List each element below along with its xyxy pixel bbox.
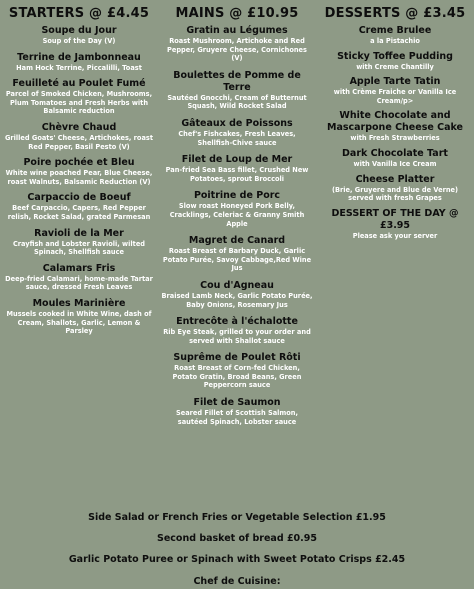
dish-description: Roast Breast of Barbary Duck, Garlic Potato Purée, Savoy Cabbage,Red Wine Jus bbox=[162, 247, 312, 273]
dish-name: Carpaccio de Boeuf bbox=[27, 192, 131, 204]
dish-description: Chef's Fishcakes, Fresh Leaves, Shellfish-Chive sauce bbox=[178, 129, 296, 147]
dish-description: Mussels cooked in White Wine, dash of Cream, Shallots, Garlic, Lemon & Parsley bbox=[6, 309, 152, 336]
dish-item bbox=[158, 352, 316, 390]
dish-name: Poire pochée et Bleu bbox=[23, 157, 135, 169]
dish-item bbox=[0, 228, 158, 257]
dish-name: Creme Brulee bbox=[358, 25, 432, 36]
dish-item bbox=[158, 190, 316, 228]
dish-description: Roast Mushroom, Artichoke and Red Pepper, Gruyere Cheese, Cornichones (V) bbox=[167, 37, 307, 63]
dish-name: Chèvre Chaud bbox=[41, 121, 117, 133]
dish-description: with Vanilla Ice Cream bbox=[353, 159, 437, 168]
dish-item bbox=[316, 51, 474, 72]
dish-name: Boulettes de Pomme de Terre bbox=[173, 69, 301, 93]
dish-name: Ravioli de la Mer bbox=[34, 227, 124, 239]
dish-description: Slow roast Honeyed Pork Belly, Cracklings, Celeriac & Granny Smith Apple bbox=[169, 202, 305, 228]
dessert-special-price: £3.95 bbox=[379, 219, 411, 231]
dish-name: Sticky Toffee Pudding bbox=[337, 50, 453, 62]
desserts-header: DESSERTS @ £3.45 bbox=[324, 6, 466, 21]
dish-name: Filet de Loup de Mer bbox=[181, 154, 293, 166]
dish-name: Feuilleté au Poulet Fumé bbox=[12, 78, 146, 90]
dish-description: Sautéed Gnocchi, Cream of Butternut Squash, Wild Rocket Salad bbox=[167, 93, 307, 111]
dish-description: Parcel of Smoked Chicken, Mushrooms, Plum Tomatoes and Fresh Herbs with Balsamic reduction bbox=[5, 90, 153, 116]
dish-item bbox=[158, 154, 316, 183]
dessert-special-title: DESSERT OF THE DAY @ bbox=[331, 207, 459, 219]
dish-description: Crayfish and Lobster Ravioli, wilted Spinach, Shellfish sauce bbox=[12, 239, 146, 257]
dish-name: Apple Tarte Tatin bbox=[349, 76, 441, 88]
dish-name: White Chocolate and Mascarpone Cheese Cake bbox=[326, 110, 463, 134]
chef-line: Chef de Cuisine: bbox=[193, 576, 281, 587]
dish-name: Magret de Canard bbox=[188, 235, 286, 247]
dish-name: Terrine de Jambonneau bbox=[17, 51, 141, 63]
dish-item bbox=[158, 25, 316, 63]
dish-description: White wine poached Pear, Blue Cheese, roast Walnuts, Balsamic Reduction (V) bbox=[5, 169, 153, 186]
dish-name: Moules Marinière bbox=[32, 297, 126, 309]
dish-item bbox=[158, 70, 316, 111]
dish-description: Ham Hock Terrine, Piccalilli, Toast bbox=[16, 63, 142, 72]
dish-description: Grilled Goats' Cheese, Artichokes, roast Red Pepper, Basil Pesto (V) bbox=[4, 133, 153, 151]
dish-description: with Fresh Strawberries bbox=[350, 134, 440, 143]
dish-name: Cou d'Agneau bbox=[200, 279, 274, 291]
dish-name: Soupe du Jour bbox=[41, 25, 117, 36]
dish-description: with Creme Chantilly bbox=[356, 62, 434, 71]
dish-description: Soup of the Day (V) bbox=[42, 37, 116, 45]
dish-description: (Brie, Gruyere and Blue de Verne) served with fresh Grapes bbox=[331, 185, 458, 203]
sides-line: Side Salad or French Fries or Vegetable Selection £1.95 bbox=[88, 512, 386, 523]
dish-name: Dark Chocolate Tart bbox=[342, 147, 448, 159]
dish-item bbox=[316, 174, 474, 203]
dish-description: Seared Fillet of Scottish Salmon, sautéed Spinach, Lobster sauce bbox=[175, 409, 299, 426]
dish-name: Filet de Saumon bbox=[193, 397, 281, 409]
dish-name: Entrecôte à l'échalotte bbox=[176, 316, 298, 328]
dish-name: Cheese Platter bbox=[355, 173, 435, 185]
dish-item bbox=[0, 122, 158, 151]
dish-item bbox=[316, 76, 474, 105]
dish-item bbox=[316, 148, 474, 169]
dish-name: Poitrine de Porc bbox=[193, 190, 281, 202]
dish-item bbox=[158, 280, 316, 309]
dish-name: Calamars Fris bbox=[42, 262, 116, 274]
dessert-special-note: Please ask your server bbox=[352, 231, 438, 240]
dish-item bbox=[0, 157, 158, 186]
desserts-column bbox=[316, 0, 474, 245]
dish-item bbox=[0, 52, 158, 73]
dish-description: Pan-fried Sea Bass fillet, Crushed New Potatoes, sprout Broccoli bbox=[165, 166, 309, 183]
dish-description: Braised Lamb Neck, Garlic Potato Purée, Baby Onions, Rosemary Jus bbox=[161, 291, 313, 309]
dish-item bbox=[0, 25, 158, 46]
bread-line: Second basket of bread £0.95 bbox=[157, 533, 317, 544]
starters-column bbox=[0, 0, 158, 342]
mains-header: MAINS @ £10.95 bbox=[175, 6, 299, 21]
dish-item bbox=[0, 192, 158, 221]
dish-item bbox=[0, 78, 158, 116]
dish-item bbox=[158, 118, 316, 147]
dish-item bbox=[158, 397, 316, 426]
dessert-of-the-day bbox=[316, 208, 474, 241]
dish-description: Deep-fried Calamari, home-made Tartar sauce, dressed Fresh Leaves bbox=[5, 274, 153, 292]
garlic-potato-line: Garlic Potato Puree or Spinach with Sweet Potato Crisps £2.45 bbox=[68, 554, 406, 565]
dish-name: Gratin au Légumes bbox=[186, 25, 288, 36]
dish-name: Gâteaux de Poissons bbox=[181, 117, 293, 129]
starters-header: STARTERS @ £4.45 bbox=[8, 6, 150, 21]
dish-description: Roast Breast of Corn-fed Chicken, Potato Gratin, Broad Beans, Green Peppercorn sauce bbox=[172, 364, 302, 390]
dish-description: Rib Eye Steak, grilled to your order and served with Shallot sauce bbox=[163, 328, 311, 345]
dish-description: with Crème Fraiche or Vanilla Ice Cream/p> bbox=[333, 88, 457, 105]
dish-item bbox=[0, 263, 158, 292]
dish-description: a la Pistachio bbox=[370, 37, 420, 45]
dish-item bbox=[316, 110, 474, 143]
mains-column bbox=[158, 0, 316, 433]
dish-description: Beef Carpaccio, Capers, Red Pepper relish, Rocket Salad, grated Parmesan bbox=[7, 204, 151, 221]
dish-name: Suprême de Poulet Rôti bbox=[173, 352, 301, 364]
dish-item bbox=[0, 298, 158, 336]
dish-item bbox=[316, 25, 474, 46]
dish-item bbox=[158, 235, 316, 273]
dish-item bbox=[158, 316, 316, 345]
